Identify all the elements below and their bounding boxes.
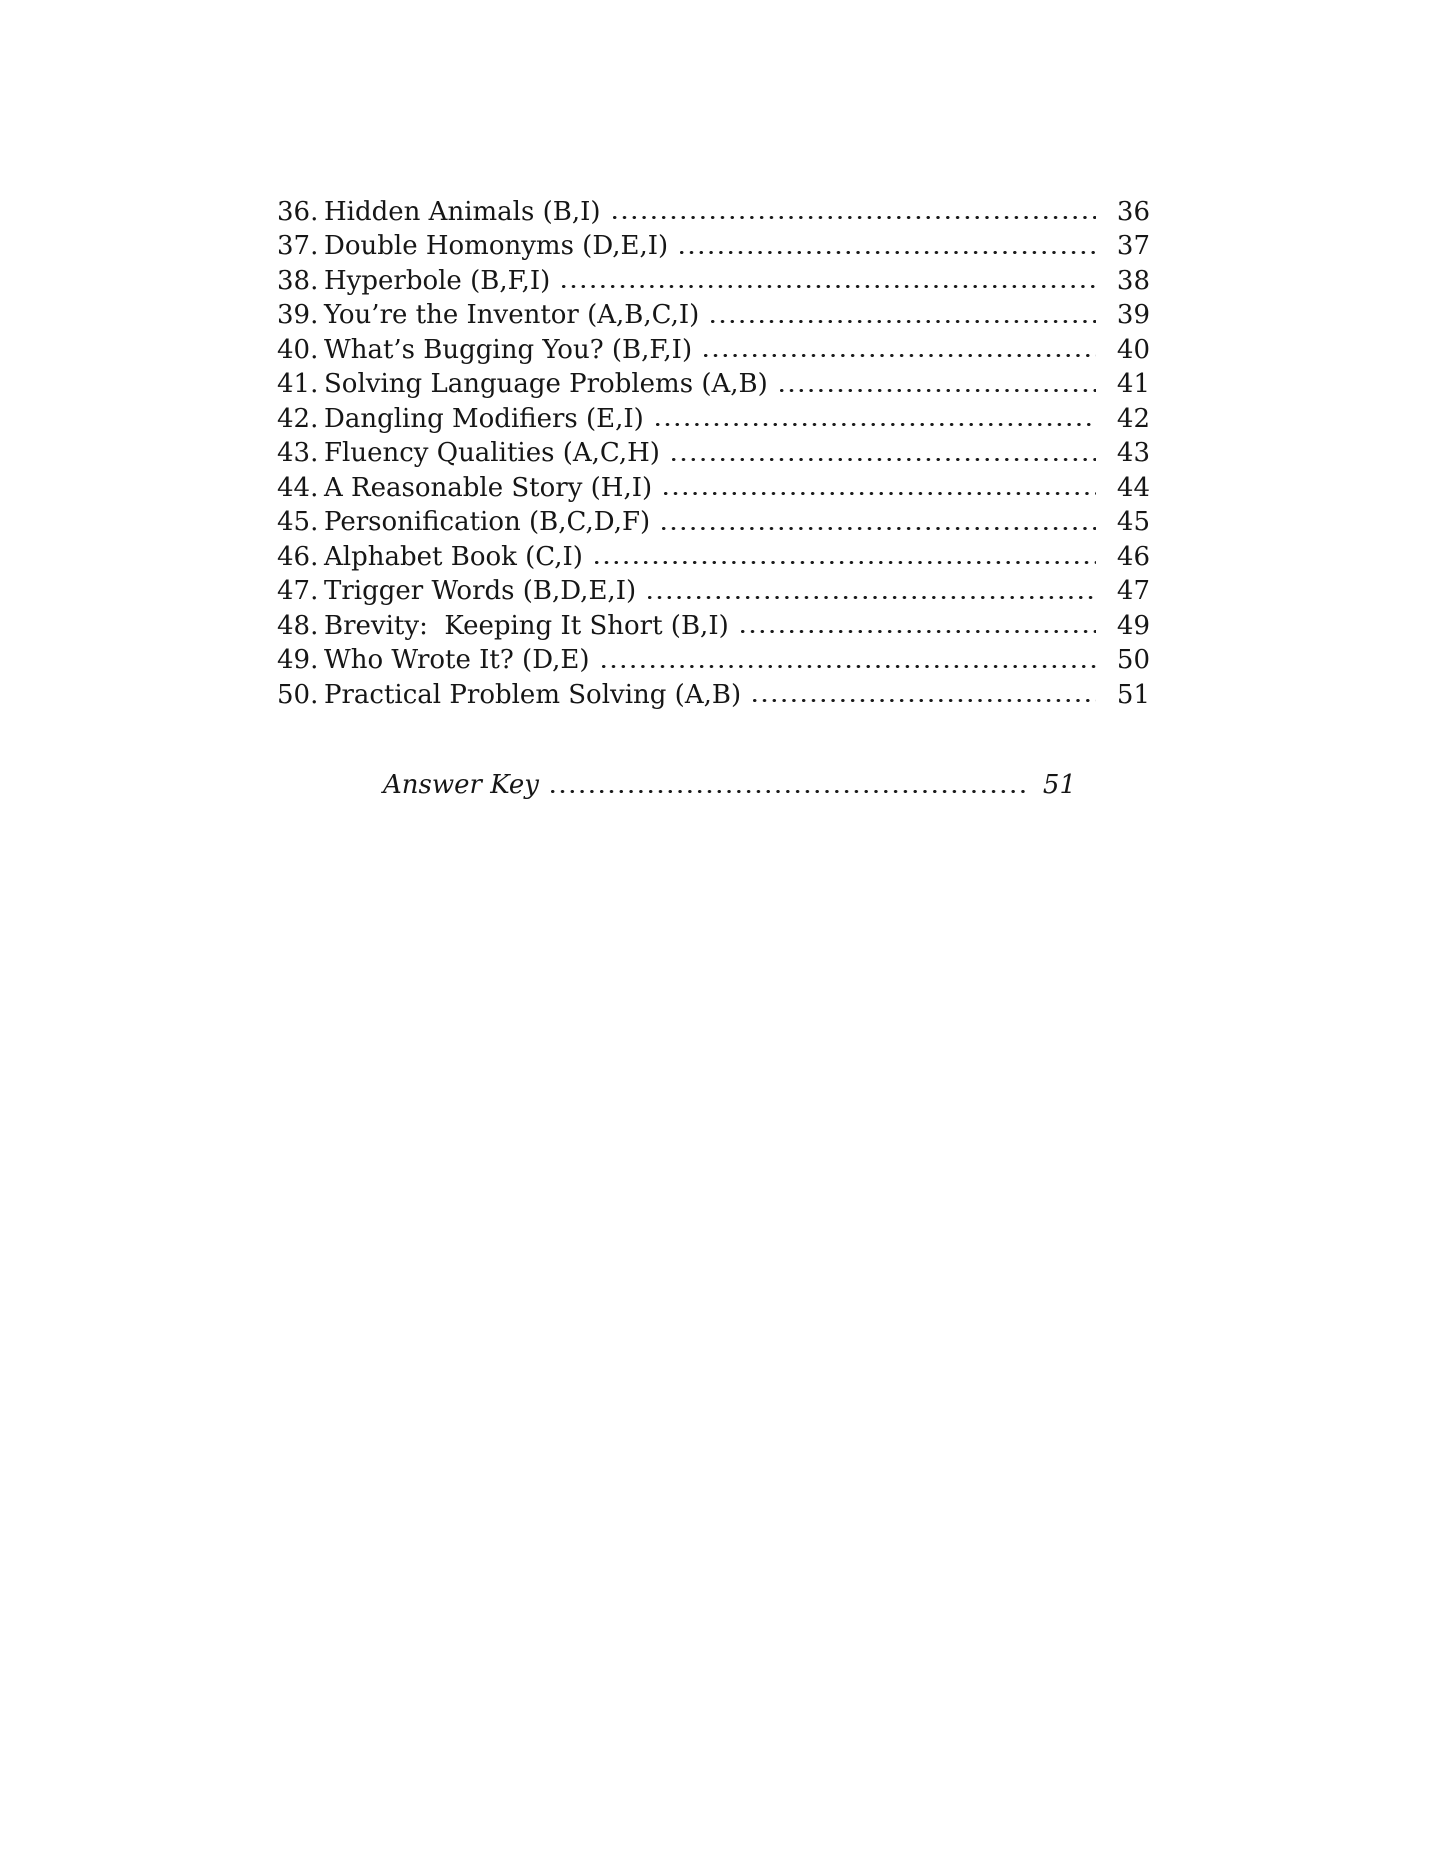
entry-number: 49. [277,645,319,675]
toc-entry-row [277,468,1150,503]
entry-number: 46. [277,541,319,572]
entry-title: Solving Language Problems (A,B) [324,369,768,399]
dot-leader [595,561,1096,564]
toc-entry-list [277,192,1150,710]
toc-entry-row [277,261,1150,296]
dot-leader [753,699,1096,702]
entry-number: 40. [277,334,319,365]
toc-entry-row [277,192,1150,227]
dot-leader [780,389,1096,392]
dot-leader [648,596,1096,599]
dot-leader [551,790,1026,793]
dot-leader [672,458,1096,461]
toc-entry-row [277,641,1150,676]
entry-number: 43. [277,438,319,468]
entry-page-number: 39 [1116,300,1150,330]
dot-leader [602,665,1097,668]
table-of-contents [277,192,1150,800]
dot-leader [704,354,1096,357]
entry-page-number: 49 [1116,610,1150,641]
entry-title: Hidden Animals (B,I) [324,196,601,227]
entry-title: Fluency Qualities (A,C,H) [324,438,660,468]
toc-entry-row [277,572,1150,607]
dot-leader [711,320,1096,323]
entry-number: 47. [277,576,319,606]
entry-number: 42. [277,403,319,434]
dot-leader [741,630,1096,633]
entry-title: What’s Bugging You? (B,F,I) [324,334,693,365]
toc-entry-row [277,296,1150,331]
entry-page-number: 41 [1116,369,1150,399]
entry-title: Double Homonyms (D,E,I) [324,231,669,261]
toc-entry-row [277,675,1150,710]
entry-page-number: 42 [1116,403,1150,434]
answer-key-page-number: 51 [1042,770,1076,800]
toc-entry-row [277,434,1150,469]
entry-title: Dangling Modifiers (E,I) [324,403,644,434]
toc-entry-row [277,399,1150,434]
toc-entry-row [277,537,1150,572]
entry-title: Alphabet Book (C,I) [324,541,583,572]
entry-number: 44. [277,472,319,503]
dot-leader [613,216,1096,219]
dot-leader [680,251,1096,254]
answer-key-row [383,766,1076,801]
entry-page-number: 38 [1116,265,1150,296]
entry-title: Brevity: Keeping It Short (B,I) [324,610,729,641]
entry-number: 38. [277,265,319,296]
entry-title: Personification (B,C,D,F) [324,507,651,537]
entry-page-number: 47 [1116,576,1150,606]
toc-entry-row [277,227,1150,262]
toc-entry-row [277,606,1150,641]
entry-title: Trigger Words (B,D,E,I) [324,576,637,606]
entry-number: 36. [277,196,319,227]
entry-title: Who Wrote It? (D,E) [324,645,590,675]
dot-leader [664,492,1096,495]
entry-page-number: 40 [1116,334,1150,365]
entry-number: 37. [277,231,319,261]
entry-title: Hyperbole (B,F,I) [324,265,551,296]
entry-title: Practical Problem Solving (A,B) [324,679,742,710]
answer-key-label: Answer Key [383,770,539,800]
toc-entry-row [277,330,1150,365]
dot-leader [662,527,1096,530]
entry-number: 39. [277,300,319,330]
entry-page-number: 37 [1116,231,1150,261]
entry-page-number: 46 [1116,541,1150,572]
entry-page-number: 51 [1116,679,1150,710]
dot-leader [656,423,1096,426]
dot-leader [562,285,1096,288]
entry-page-number: 50 [1116,645,1150,675]
entry-page-number: 45 [1116,507,1150,537]
entry-number: 50. [277,679,319,710]
entry-title: A Reasonable Story (H,I) [324,472,653,503]
entry-page-number: 43 [1116,438,1150,468]
entry-page-number: 36 [1116,196,1150,227]
entry-number: 41. [277,369,319,399]
toc-entry-row [277,503,1150,538]
toc-entry-row [277,365,1150,400]
entry-number: 48. [277,610,319,641]
entry-page-number: 44 [1116,472,1150,503]
entry-title: You’re the Inventor (A,B,C,I) [324,300,700,330]
entry-number: 45. [277,507,319,537]
